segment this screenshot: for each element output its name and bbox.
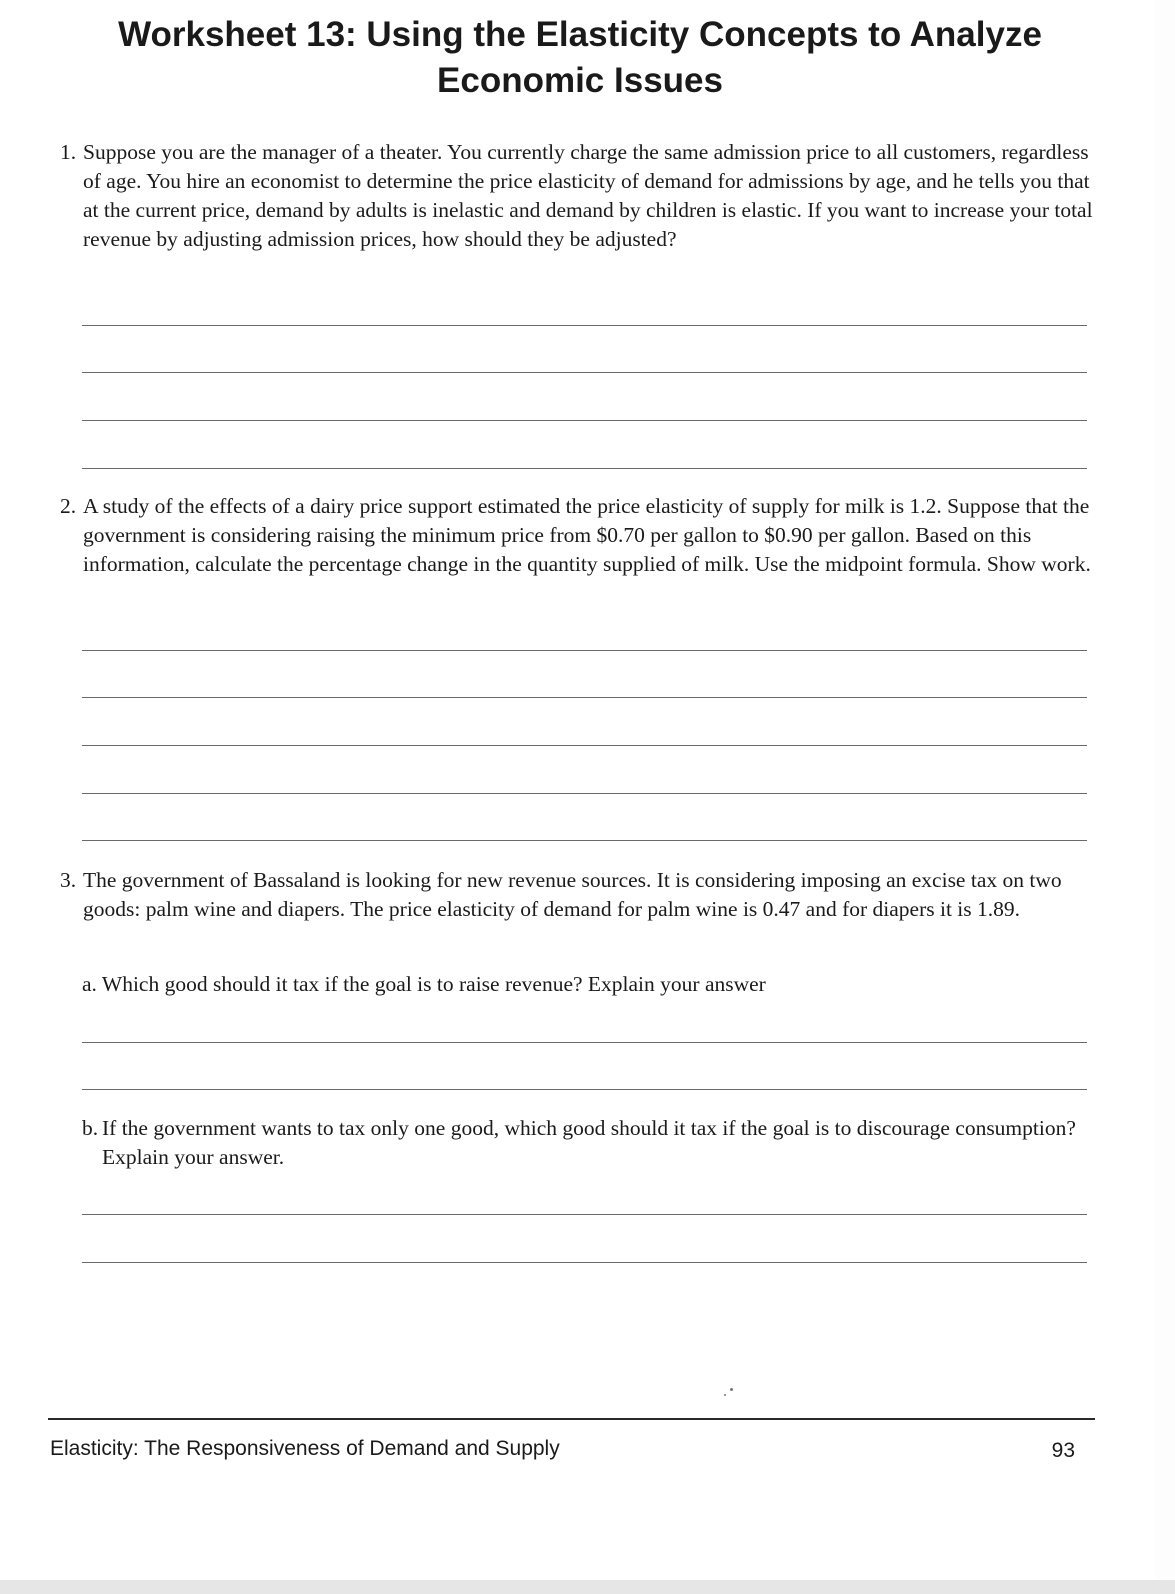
worksheet-title — [40, 12, 1120, 104]
answer-line[interactable] — [82, 372, 1087, 373]
answer-line[interactable] — [82, 420, 1087, 421]
scan-speck — [724, 1394, 726, 1396]
answer-line[interactable] — [82, 840, 1087, 841]
answer-line[interactable] — [82, 1262, 1087, 1263]
answer-line[interactable] — [82, 325, 1087, 326]
question-1 — [60, 138, 1095, 254]
answer-line[interactable] — [82, 793, 1087, 794]
question-text: Suppose you are the manager of a theater. You currently charge the same admission price to all customers, regardless of age. You hire an economist to determine the price elasticity of demand for admissions by age, and he tells you that at the current price, demand by adults is inelastic and demand by children is elastic. If you want to increase your total revenue by adjusting admission prices, how should they be adjusted? — [83, 140, 1093, 251]
answer-line[interactable] — [82, 1042, 1087, 1043]
question-number: 2. — [60, 494, 77, 518]
scan-speck — [730, 1388, 733, 1391]
question-2 — [60, 492, 1095, 579]
question-number: 1. — [60, 140, 77, 164]
answer-line[interactable] — [82, 745, 1087, 746]
title-line-1: Worksheet 13: Using the Elasticity Concepts to Analyze — [118, 15, 1042, 54]
question-text: A study of the effects of a dairy price support estimated the price elasticity of supply for milk is 1.2. Suppose that the government is considering raising the minimum price from $0.70 per gallon to $0.90 per gallon. Based on this information, calculate the percentage change in the quantity supplied of milk. Use the midpoint formula. Show work. — [83, 494, 1091, 576]
answer-line[interactable] — [82, 650, 1087, 651]
question-number: 3. — [60, 868, 77, 892]
part-text: If the government wants to tax only one good, which good should it tax if the goal is to discourage consumption? Explain your answer. — [102, 1116, 1076, 1169]
question-text: The government of Bassaland is looking for new revenue sources. It is considering imposing an excise tax on two goods: palm wine and diapers. The price elasticity of demand for palm wine is 0.47 and for diapers it is 1.89. — [83, 868, 1062, 921]
viewer-bottom-strip — [0, 1580, 1175, 1594]
question-3-part-b — [82, 1114, 1092, 1172]
footer-rule — [48, 1418, 1095, 1420]
question-3-part-a — [82, 970, 1092, 999]
question-3 — [60, 866, 1095, 924]
answer-line[interactable] — [82, 468, 1087, 469]
answer-line[interactable] — [82, 1214, 1087, 1215]
footer-chapter: Elasticity: The Responsiveness of Demand and Supply — [50, 1437, 560, 1460]
part-label: b. — [82, 1116, 99, 1140]
part-text: a. Which good should it tax if the goal is to raise revenue? Explain your answer — [82, 972, 766, 996]
page-number: 93 — [1051, 1439, 1075, 1462]
answer-line[interactable] — [82, 1089, 1087, 1090]
answer-line[interactable] — [82, 697, 1087, 698]
title-line-2: Economic Issues — [437, 61, 723, 100]
